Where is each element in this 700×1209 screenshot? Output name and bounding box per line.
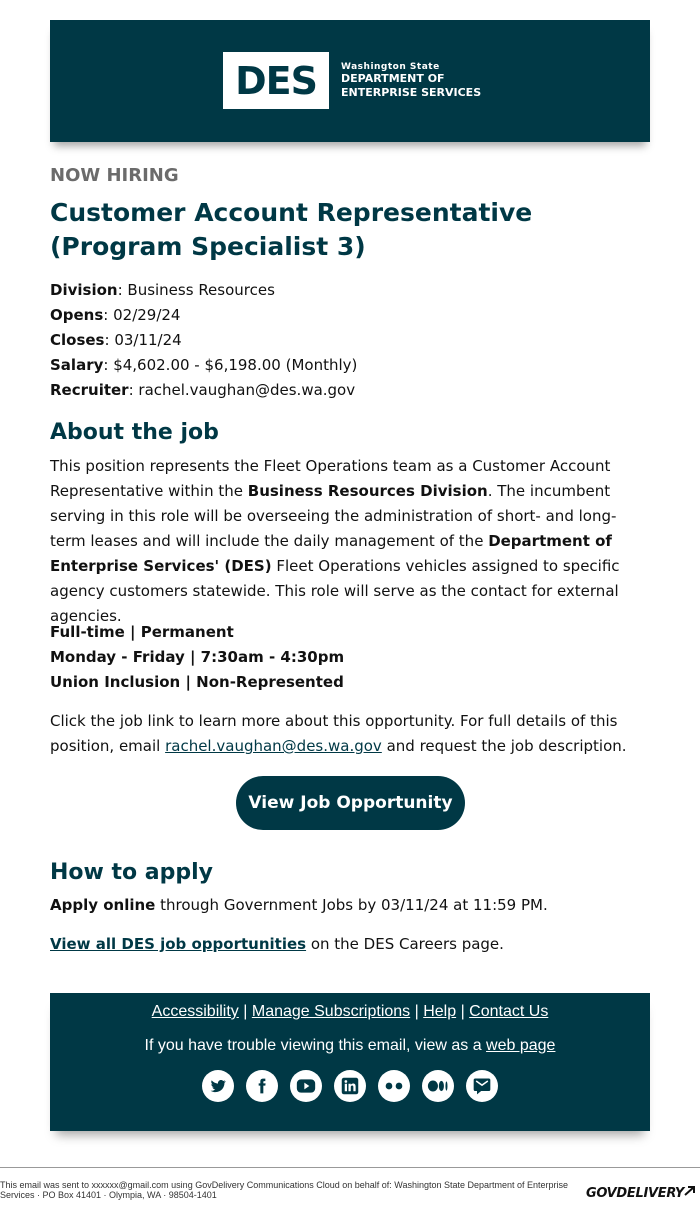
twitter-icon[interactable] <box>202 1070 234 1102</box>
linkedin-icon[interactable] <box>334 1070 366 1102</box>
email-header-banner <box>50 20 650 142</box>
how-to-apply-heading: How to apply <box>50 860 214 885</box>
job-terms <box>50 620 650 695</box>
facebook-icon[interactable] <box>246 1070 278 1102</box>
logo-line-3: ENTERPRISE SERVICES <box>341 85 482 99</box>
logo-line-1: Washington State <box>341 61 440 72</box>
help-link[interactable]: Help <box>423 1003 457 1020</box>
term-union: Union Inclusion | Non-Represented <box>50 673 344 691</box>
logo-wordmark <box>341 62 481 100</box>
recruiter-email-link[interactable]: rachel.vaughan@des.wa.gov <box>165 737 382 755</box>
medium-icon[interactable] <box>422 1070 454 1102</box>
view-job-opportunity-button[interactable]: View Job Opportunity <box>236 776 465 830</box>
youtube-icon[interactable] <box>290 1070 322 1102</box>
logo-mark-text: DES <box>235 58 317 103</box>
job-facts <box>50 278 357 403</box>
now-hiring-label: NOW HIRING <box>50 165 179 186</box>
des-logo <box>223 52 481 109</box>
term-schedule: Monday - Friday | 7:30am - 4:30pm <box>50 648 345 666</box>
govdelivery-logo: GOVDELIVERY <box>586 1186 696 1201</box>
job-title: Customer Account Representative (Program Specialist 3) <box>50 198 533 261</box>
about-paragraph: This position represents the Fleet Operations team as a Customer Account Representative within the Business Resources Division. The incumbent serving in this role will be overseeing the administration of short- and long-term leases and will include the daily management of the Department of Enterprise Services' (DES) Fleet Operations vehicles assigned to specific agency customers statewide. This role will serve as the contact for external agencies. <box>50 457 620 625</box>
contact-us-link[interactable]: Contact Us <box>469 1003 549 1020</box>
web-page-link[interactable]: web page <box>486 1037 556 1054</box>
term-type: Full-time | Permanent <box>50 623 234 641</box>
flickr-icon[interactable] <box>378 1070 410 1102</box>
fact-opens: Opens: 02/29/24 <box>50 306 181 324</box>
email-icon[interactable] <box>466 1070 498 1102</box>
details-paragraph: Click the job link to learn more about this opportunity. For full details of this position, email rachel.vaughan@des.wa.gov and request the job description. <box>50 712 627 755</box>
logo-line-2: DEPARTMENT OF <box>341 71 445 85</box>
delivery-footer <box>0 1167 700 1201</box>
fact-division: Division: Business Resources <box>50 281 275 299</box>
apply-online-text: Apply online through Government Jobs by 03/11/24 at 11:59 PM. <box>50 896 548 914</box>
fact-closes: Closes: 03/11/24 <box>50 331 182 349</box>
manage-subscriptions-link[interactable]: Manage Subscriptions <box>251 1003 411 1020</box>
accessibility-link[interactable]: Accessibility <box>151 1003 239 1020</box>
web-version-notice: If you have trouble viewing this email, view as a web page <box>144 1037 556 1054</box>
email-footer <box>50 993 650 1131</box>
fact-recruiter: Recruiter: rachel.vaughan@des.wa.gov <box>50 381 356 399</box>
social-icons <box>202 1070 498 1102</box>
view-all-jobs-link[interactable]: View all DES job opportunities <box>50 935 307 953</box>
govdelivery-arrow-icon <box>684 1186 696 1196</box>
fact-salary: Salary: $4,602.00 - $6,198.00 (Monthly) <box>50 356 358 374</box>
footer-links: Accessibility | Manage Subscriptions | Help | Contact Us <box>151 1003 549 1020</box>
delivery-note: This email was sent to xxxxxx@gmail.com using GovDelivery Communications Cloud on behalf of: Washington State Department of Enterprise Services · PO Box 41401 · Olympia, WA · 98504-1401 <box>0 1180 569 1200</box>
about-heading: About the job <box>50 420 219 445</box>
all-jobs-text: View all DES job opportunities on the DES Careers page. <box>50 935 504 953</box>
logo-mark <box>223 52 329 109</box>
